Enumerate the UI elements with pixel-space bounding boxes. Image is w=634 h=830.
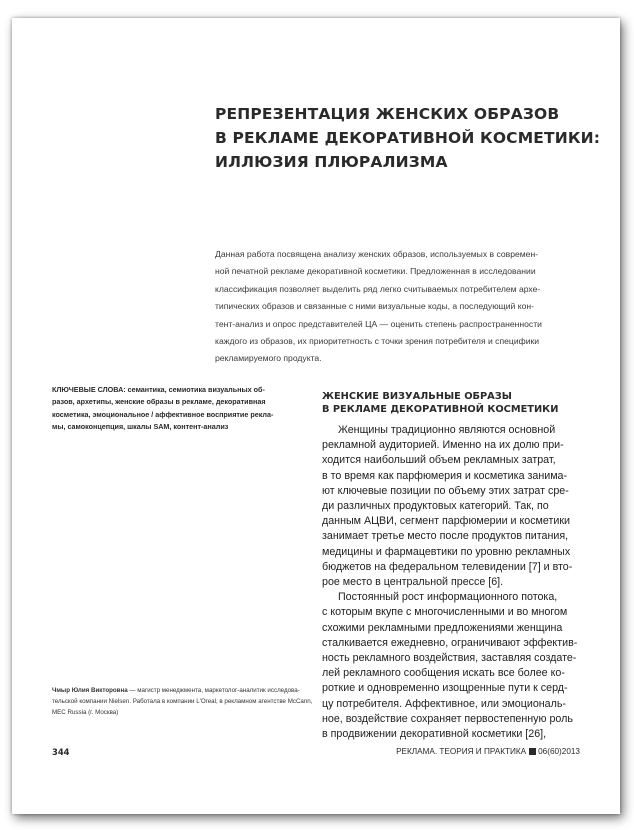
body-line: ди различных продуктовых категорий. Так, по <box>322 500 549 513</box>
body-line: рекламной аудиторией. Именно на их долю при- <box>322 439 564 452</box>
body-line: занимает третье место после продуктов питания, <box>322 530 569 543</box>
keywords-line: мы, самоконцепция, шкалы SAM, контент-анализ <box>52 421 229 431</box>
abstract <box>215 246 600 368</box>
page-number: 344 <box>52 747 70 757</box>
keywords-line: КЛЮЧЕВЫЕ СЛОВА: семантика, семиотика визуальных об- <box>52 385 265 394</box>
body-line: ют ключевые позиции по объему этих затрат сре- <box>322 484 569 497</box>
keywords <box>52 384 322 433</box>
author-description: — магистр менеджмента, маркетолог-аналитик исследова- <box>127 687 300 694</box>
square-bullet-icon <box>529 748 536 755</box>
abstract-line: рекламируемого продукта. <box>215 353 322 364</box>
body-line: схожими рекламными предложениями женщина <box>322 621 563 634</box>
body-line: сталкивается ежедневно, ограничивают эффектив- <box>322 636 578 649</box>
article-title <box>215 102 601 174</box>
journal-footer <box>396 747 580 756</box>
journal-name: РЕКЛАМА. ТЕОРИЯ И ПРАКТИКА <box>396 747 527 756</box>
body-line: ное, воздействие сохраняет первостепенную роль <box>322 712 573 725</box>
abstract-line: каждого из образов, их приоритетность с точки зрения потребителя и специфики <box>215 336 540 347</box>
abstract-line: типических образов и связанные с ними визуальные коды, а последующий кон- <box>215 301 534 312</box>
author-name: Чмыр Юлия Викторовна <box>52 687 128 694</box>
body-line: ходится наибольший объем рекламных затрат, <box>322 454 556 467</box>
body-line: Постоянный рост информационного потока, <box>338 591 558 604</box>
body-line: в то время как парфюмерия и косметика занима- <box>322 469 568 482</box>
author-line: MEC Russia (г. Москва) <box>52 708 119 716</box>
body-line: с которым вкупе с многочисленными и во многом <box>322 606 568 619</box>
keywords-line: косметика, эмоциональное / аффективное восприятие рекла- <box>52 409 274 419</box>
body-line: данным АЦВИ, сегмент парфюмерии и косметики <box>322 515 570 528</box>
body-line: роткие и одновременно изощренные пути к серд- <box>322 682 568 695</box>
body-line: бюджетов на федеральном телевидении [7] и вто- <box>322 560 573 573</box>
keywords-line: разов, архетипы, женские образы в рекламе, декоративная <box>52 397 266 407</box>
body-line: Женщины традиционно являются основной <box>338 424 556 436</box>
issue-number: 06(60)2013 <box>538 747 580 756</box>
body-line: ность рекламного воздействия, заставляя создате- <box>322 652 577 665</box>
body-line: лей рекламного сообщения искать все более ко- <box>322 667 565 680</box>
abstract-line: тент-анализ и опрос представителей ЦА — оценить степень распространенности <box>215 318 542 329</box>
author-note <box>52 686 322 718</box>
section-heading <box>322 390 612 416</box>
title-line: ИЛЛЮЗИЯ ПЛЮРАЛИЗМА <box>215 153 448 171</box>
body-line: цу потребителя. Аффективное, или эмоциональ- <box>322 697 566 710</box>
title-line: РЕПРЕЗЕНТАЦИЯ ЖЕНСКИХ ОБРАЗОВ <box>215 105 560 123</box>
body-line: рое место в центральной прессе [6]. <box>322 576 504 589</box>
abstract-line: ной печатной рекламе декоративной косметики. Предложенная в исследовании <box>215 266 536 277</box>
section-heading-line: ЖЕНСКИЕ ВИЗУАЛЬНЫЕ ОБРАЗЫ <box>322 391 512 402</box>
journal-page <box>12 18 620 814</box>
section-heading-line: В РЕКЛАМЕ ДЕКОРАТИВНОЙ КОСМЕТИКИ <box>322 404 559 415</box>
abstract-line: классификация позволяет выделить ряд легко считываемых потребителем архе- <box>215 283 541 294</box>
body-line: медицины и фармацевтики по уровню рекламных <box>322 545 571 558</box>
author-line: тельской компании Nielsen. Работала в компании L'Oreal, в рекламном агентстве McCann, <box>52 697 313 705</box>
body-text <box>322 423 612 742</box>
abstract-line: Данная работа посвящена анализу женских образов, используемых в современ- <box>215 249 539 259</box>
author-line <box>52 686 322 697</box>
body-line: в продвижении декоративной косметики [26], <box>322 728 547 741</box>
title-line: В РЕКЛАМЕ ДЕКОРАТИВНОЙ КОСМЕТИКИ: <box>215 129 601 147</box>
